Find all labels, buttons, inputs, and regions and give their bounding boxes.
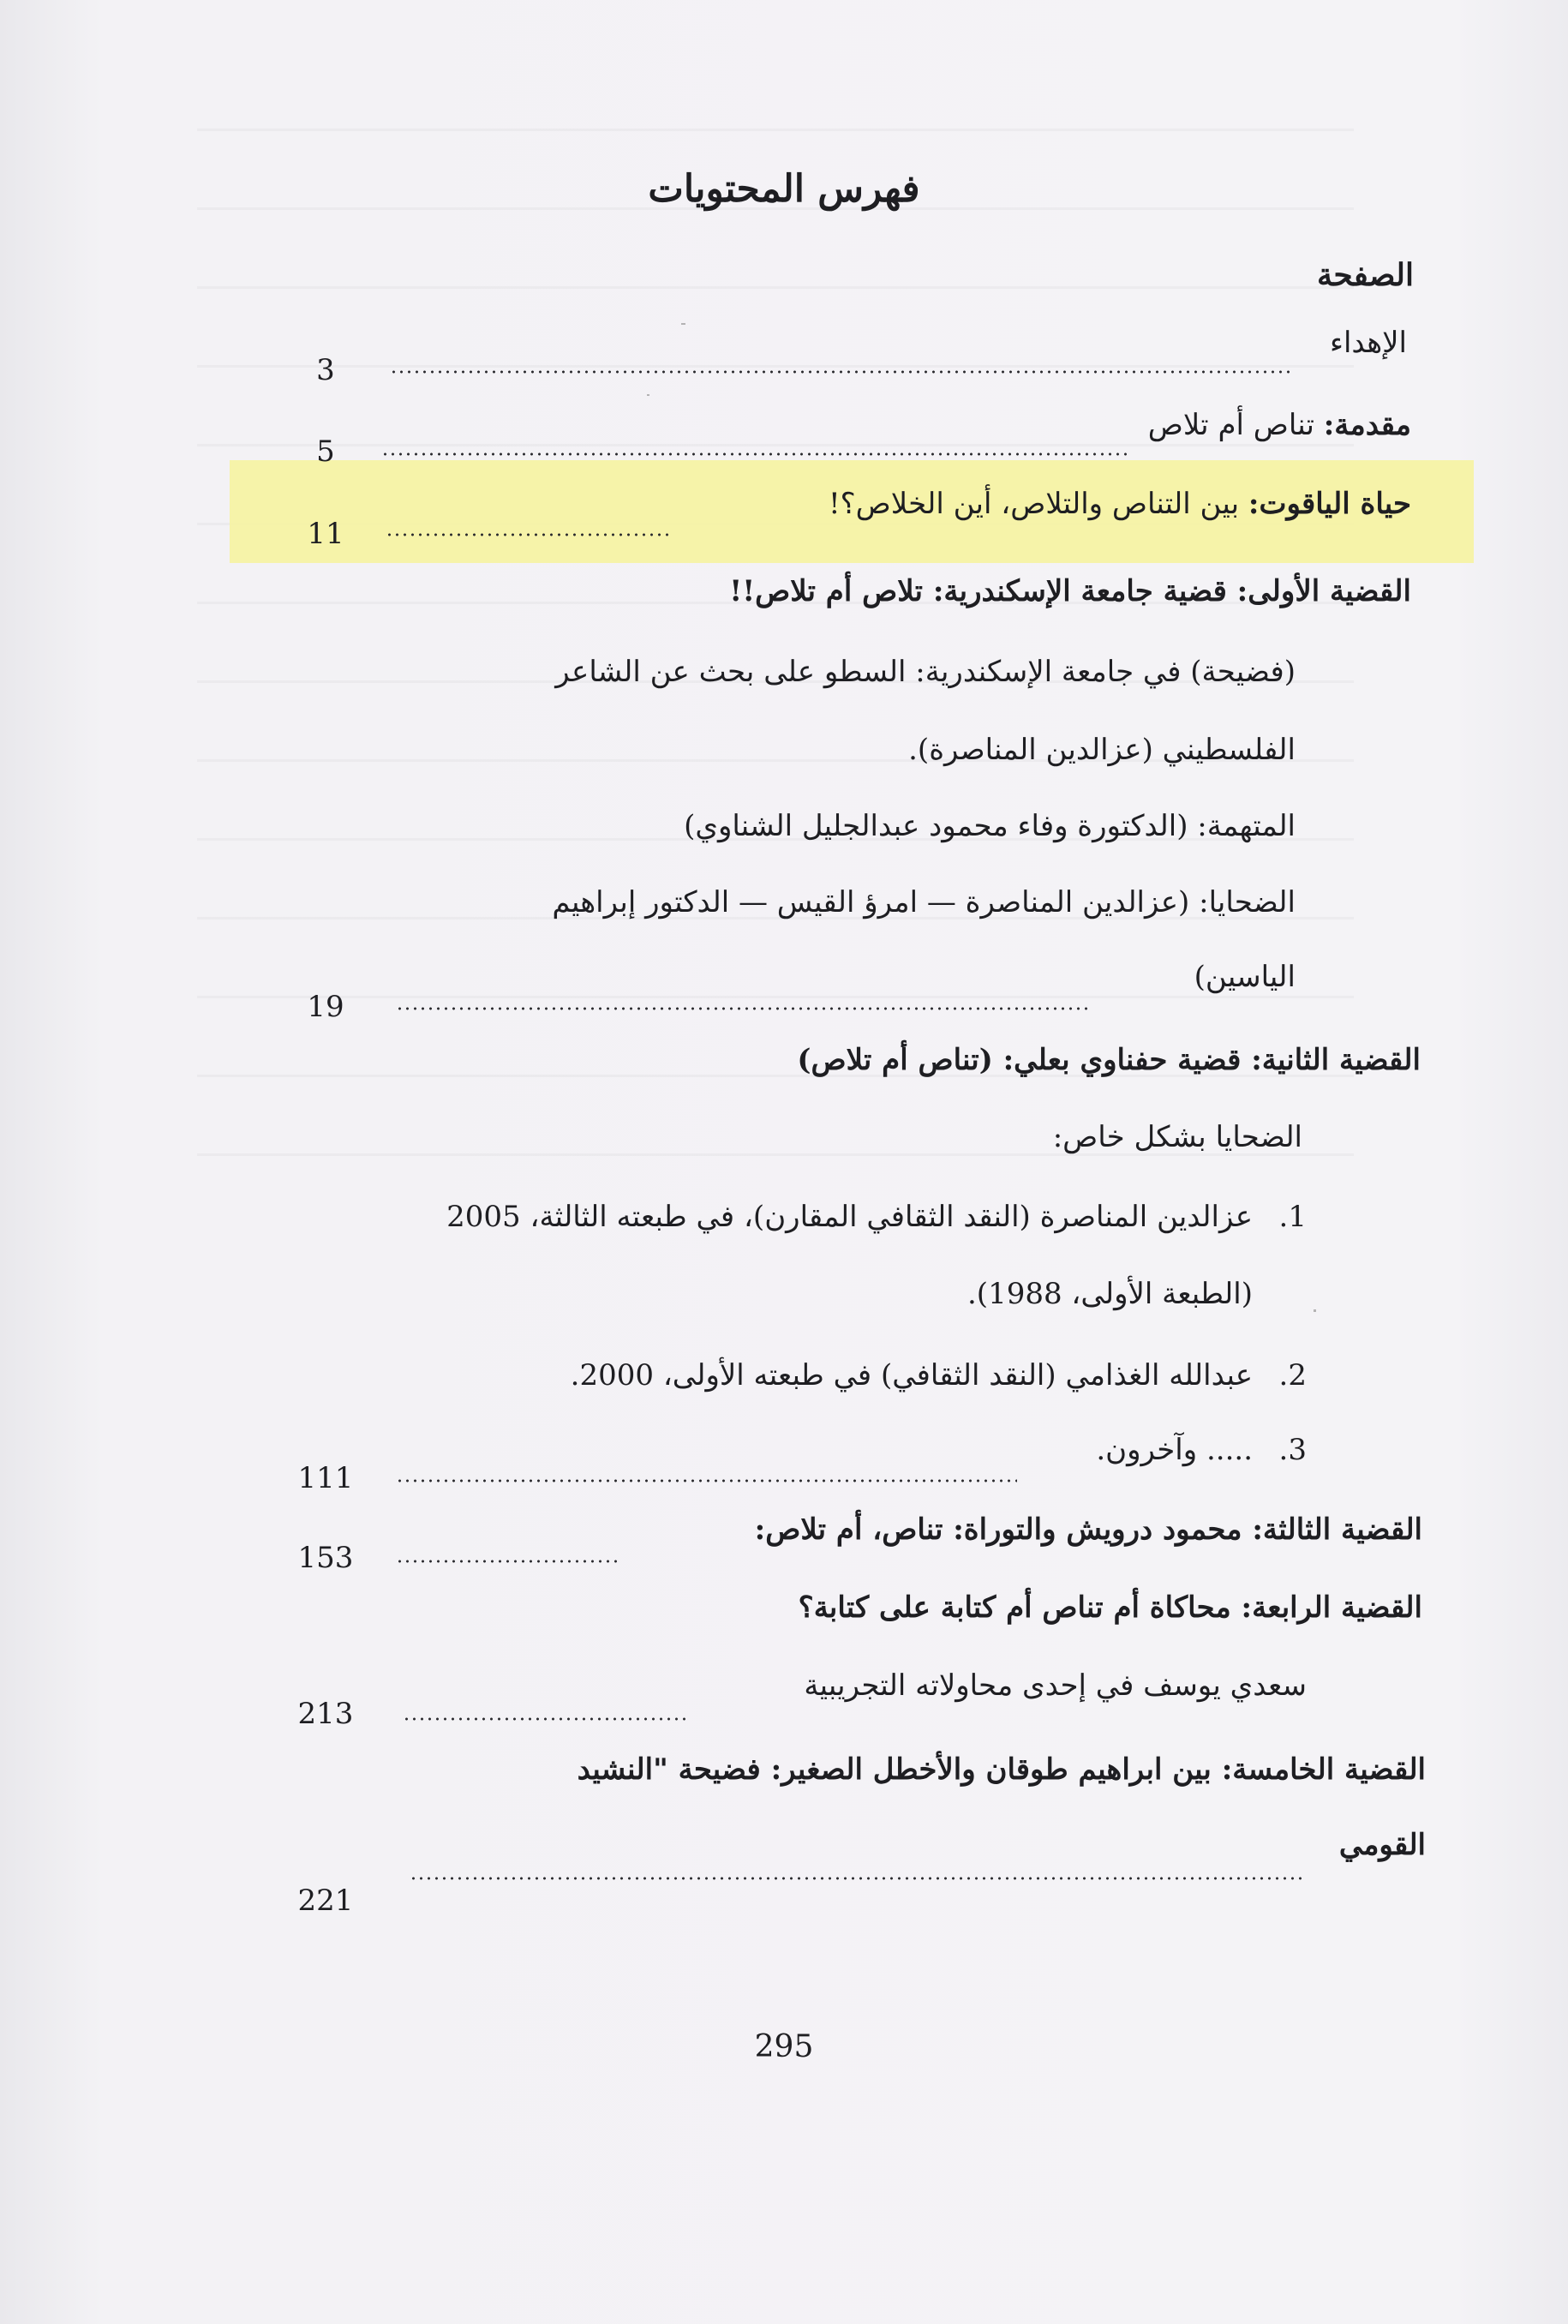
case-2-item-1-line-1: عزالدين المناصرة (النقد الثقافي المقارن)، في طبعته الثالثة، 2005 <box>446 1200 1253 1234</box>
entry-label: الإهداء <box>1329 326 1407 360</box>
page-number: 221 <box>297 1884 354 1918</box>
toc-entry-case-2 <box>797 1043 1421 1077</box>
case-4-subline: سعدي يوسف في إحدى محاولاته التجريبية <box>804 1668 1307 1703</box>
entry-text: محاكاة أم تناص أم كتابة على كتابة؟ <box>798 1590 1231 1625</box>
toc-entry-introduction <box>1148 408 1411 442</box>
entry-label: القضية الثانية: <box>1251 1043 1421 1077</box>
leader-dots <box>386 533 668 536</box>
page-folio: 295 <box>754 2029 814 2064</box>
page-number: 3 <box>316 353 335 387</box>
leader-dots <box>410 1877 1305 1880</box>
leader-dots <box>396 1560 620 1563</box>
toc-entry-dedication <box>1330 326 1407 360</box>
leader-dots <box>396 1007 1090 1010</box>
page-number: 213 <box>297 1697 354 1731</box>
case-2-subheading: الضحايا بشكل خاص: <box>1052 1120 1302 1154</box>
toc-entry-case-5 <box>578 1752 1426 1787</box>
entry-label: القضية الرابعة: <box>1241 1590 1422 1625</box>
page-column-header: الصفحة <box>1317 257 1414 293</box>
entry-text: محمود درويش والتوراة: تناص، أم تلاص: <box>754 1512 1242 1547</box>
toc-entry-case-4 <box>799 1590 1422 1625</box>
toc-title: فهرس المحتويات <box>648 167 920 211</box>
page-number: 11 <box>307 517 344 551</box>
case-2-item-2: عبدالله الغذامي (النقد الثقافي) في طبعته الأولى، 2000. <box>570 1358 1253 1393</box>
entry-text: تناص أم تلاص <box>1147 408 1314 442</box>
leader-dots <box>403 1717 690 1721</box>
case-2-item-1-line-2: (الطبعة الأولى، 1988). <box>967 1277 1253 1311</box>
paper-speck <box>1314 1309 1316 1312</box>
case-2-item-number: 2. <box>1278 1358 1307 1393</box>
entry-text: بين ابراهيم طوقان والأخطل الصغير: فضيحة "النشيد <box>577 1752 1212 1787</box>
entry-label: حياة الياقوت: <box>1248 487 1411 521</box>
page-number: 19 <box>307 990 344 1024</box>
case-1-line-5: الياسين) <box>1194 960 1296 994</box>
case-2-item-3: ..... وآخرون. <box>1096 1433 1253 1467</box>
case-5-continuation: القومي <box>1338 1828 1426 1862</box>
entry-text: قضية جامعة الإسكندرية: تلاص أم تلاص!! <box>729 574 1227 608</box>
page-number: 111 <box>297 1461 354 1495</box>
case-2-item-number: 3. <box>1278 1433 1307 1467</box>
toc-entry-case-1 <box>729 574 1411 608</box>
case-1-line-1: (فضيحة) في جامعة الإسكندرية: السطو على بحث عن الشاعر <box>555 655 1296 689</box>
entry-label: القضية الخامسة: <box>1221 1752 1426 1787</box>
case-1-line-3: المتهمة: (الدكتورة وفاء محمود عبدالجليل الشناوي) <box>684 809 1296 843</box>
page-number: 5 <box>316 434 335 469</box>
entry-text: بين التناص والتلاص، أين الخلاص؟! <box>828 487 1240 521</box>
paper-speck <box>647 394 649 396</box>
leader-dots <box>381 452 1127 456</box>
entry-label: القضية الأولى: <box>1236 574 1411 608</box>
paper-speck <box>681 323 685 325</box>
leader-dots <box>396 1479 1017 1482</box>
entry-label: القضية الثالثة: <box>1252 1512 1422 1547</box>
case-1-line-2: الفلسطيني (عزالدين المناصرة). <box>908 733 1296 767</box>
page-number: 153 <box>297 1541 354 1575</box>
toc-entry-case-3 <box>755 1512 1422 1547</box>
entry-text: قضية حفناوي بعلي: (تناص أم تلاص) <box>797 1043 1242 1077</box>
entry-label: مقدمة: <box>1323 408 1411 442</box>
case-1-line-4: الضحايا: (عزالدين المناصرة — امرؤ القيس — الدكتور إبراهيم <box>552 885 1296 919</box>
leader-dots <box>390 370 1290 374</box>
case-2-item-number: 1. <box>1278 1200 1307 1234</box>
toc-entry-hayat-alyaqoot <box>829 487 1411 521</box>
